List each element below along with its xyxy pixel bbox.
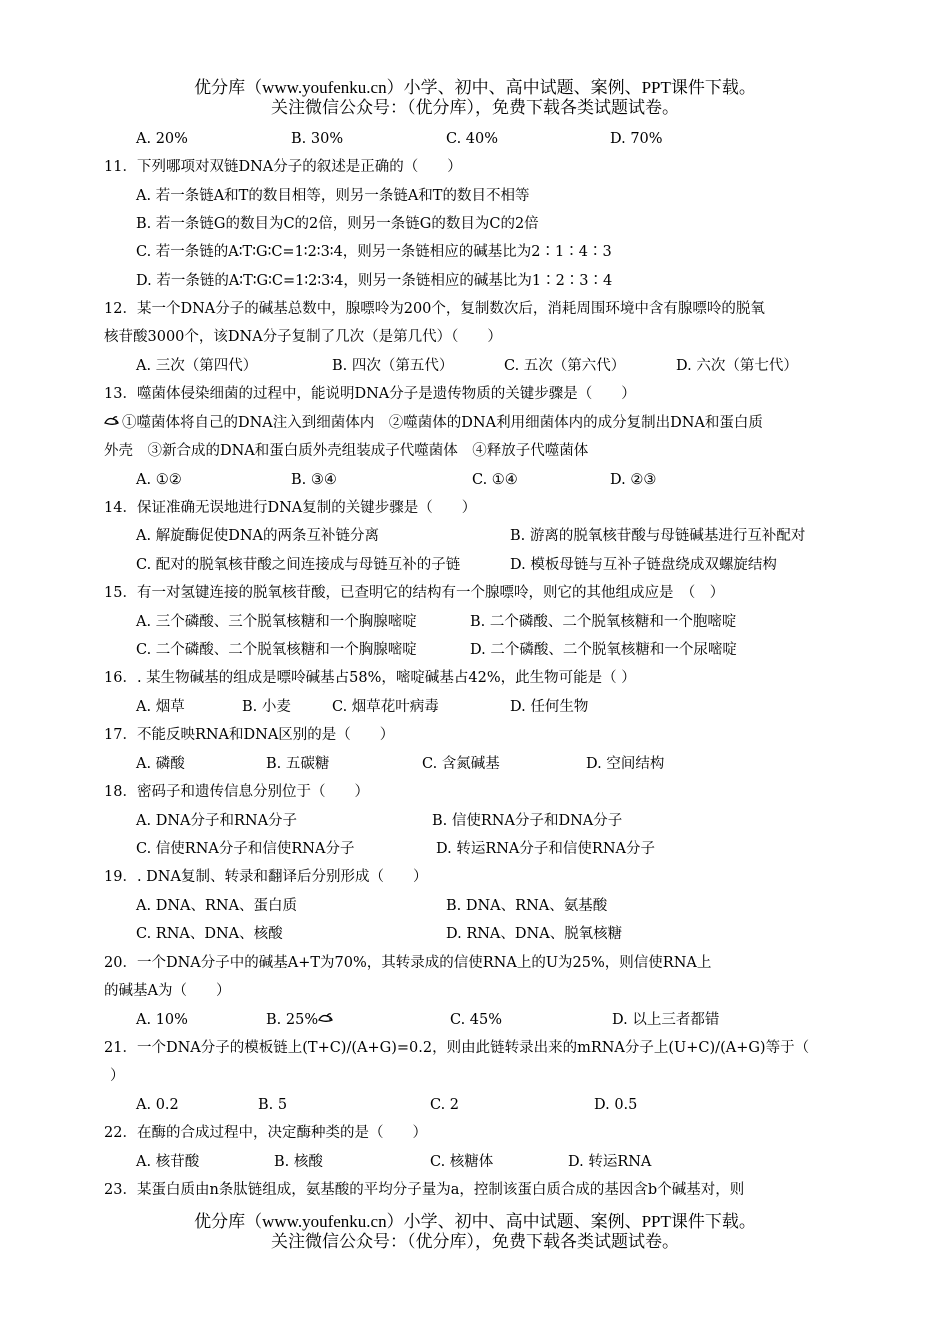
q20-option-c: C. 45% — [450, 1012, 503, 1028]
q13-option-d: D. ②③ — [610, 472, 657, 488]
q22-option-c: C. 核糖体 — [430, 1154, 494, 1170]
q22-option-d: D. 转运RNA — [568, 1154, 652, 1170]
q10-option-a: A. 20% — [136, 131, 188, 147]
q13-option-b: B. ③④ — [291, 472, 337, 488]
q17-option-a: A. 磷酸 — [136, 756, 185, 772]
q11-option-b: B. 若一条链G的数目为C的2倍，则另一条链G的数目为C的2倍 — [136, 216, 539, 232]
q13-option-a: A. ①② — [136, 472, 182, 488]
q14-stem: 14．保证准确无误地进行DNA复制的关键步骤是（ ） — [104, 500, 477, 516]
q16-option-b: B. 小麦 — [242, 699, 291, 715]
q13-body-2: 外壳 ③新合成的DNA和蛋白质外壳组装成子代噬菌体 ④释放子代噬菌体 — [104, 443, 589, 459]
q11-option-a: A. 若一条链A和T的数目相等，则另一条链A和T的数目不相等 — [136, 188, 530, 204]
q11-option-d: D. 若一条链的A∶T∶G∶C=1∶2∶3∶4，则另一条链相应的碱基比为1∶2∶3∶4 — [136, 273, 613, 289]
q12-option-c: C. 五次（第六代） — [504, 358, 626, 374]
q19-option-c: C. RNA、DNA、核酸 — [136, 926, 283, 942]
q20-option-d: D. 以上三者都错 — [612, 1012, 720, 1028]
q14-option-b: B. 游离的脱氧核苷酸与母链碱基进行互补配对 — [510, 528, 806, 544]
q21-option-c: C. 2 — [430, 1097, 460, 1113]
q12-option-b: B. 四次（第五代） — [332, 358, 454, 374]
q13-body-1 — [104, 413, 763, 433]
q13-stem: 13．噬菌体侵染细菌的过程中，能说明DNA分子是遗传物质的关键步骤是（ ） — [104, 386, 636, 402]
q18-option-c: C. 信使RNA分子和信使RNA分子 — [136, 841, 355, 857]
q21-option-a: A. 0.2 — [136, 1097, 179, 1113]
q17-stem: 17．不能反映RNA和DNA区别的是（ ） — [104, 727, 395, 743]
header-line-2: 关注微信公众号：（优分库），免费下载各类试题试卷。 — [271, 98, 679, 117]
q20-option-b-wrap — [266, 1010, 336, 1030]
q13-statements-1: ①噬菌体将自己的DNA注入到细菌体内 ②噬菌体的DNA利用细菌体内的成分复制出DNA和蛋白质 — [122, 415, 763, 431]
q18-stem: 18．密码子和遗传信息分别位于（ ） — [104, 784, 369, 800]
q16-option-a: A. 烟草 — [136, 699, 185, 715]
q14-option-a: A. 解旋酶促使DNA的两条互补链分离 — [136, 528, 379, 544]
q12-stem-2: 核苷酸3000个，该DNA分子复制了几次（是第几代）（ ） — [104, 329, 502, 345]
q11-option-c: C. 若一条链的A∶T∶G∶C=1∶2∶3∶4，则另一条链相应的碱基比为2∶1∶4∶3 — [136, 244, 612, 260]
q17-option-d: D. 空间结构 — [586, 756, 665, 772]
q14-option-d: D. 模板母链与互补子链盘绕成双螺旋结构 — [510, 557, 777, 573]
footer-line-1: 优分库（www.youfenku.cn）小学、初中、高中试题、案例、PPT课件下载。 — [194, 1212, 756, 1231]
q21-stem-2: ） — [110, 1068, 125, 1084]
header-line-1: 优分库（www.youfenku.cn）小学、初中、高中试题、案例、PPT课件下载。 — [194, 78, 756, 97]
q17-option-b: B. 五碳糖 — [266, 756, 330, 772]
q15-stem: 15．有一对氢键连接的脱氧核苷酸，已查明它的结构有一个腺嘌呤，则它的其他组成应是 （ ） — [104, 585, 725, 601]
q18-option-d: D. 转运RNA分子和信使RNA分子 — [436, 841, 655, 857]
q20-option-a: A. 10% — [136, 1012, 188, 1028]
q18-option-b: B. 信使RNA分子和DNA分子 — [432, 813, 623, 829]
q19-option-a: A. DNA、RNA、蛋白质 — [136, 898, 298, 914]
q10-option-d: D. 70% — [610, 131, 663, 147]
q22-option-b: B. 核酸 — [274, 1154, 323, 1170]
q15-option-a: A. 三个磷酸、三个脱氧核糖和一个胸腺嘧啶 — [136, 614, 417, 630]
q10-option-b: B. 30% — [291, 131, 344, 147]
q19-stem: 19．. DNA复制、转录和翻译后分别形成（ ） — [104, 869, 428, 885]
q10-option-c: C. 40% — [446, 131, 499, 147]
mouse-icon — [318, 1010, 336, 1030]
q12-stem-1: 12．某一个DNA分子的碱基总数中，腺嘌呤为200个，复制数次后，消耗周围环境中含有腺嘌呤的脱氧 — [104, 301, 765, 317]
q15-option-c: C. 二个磷酸、二个脱氧核糖和一个胸腺嘧啶 — [136, 642, 417, 658]
q15-option-d: D. 二个磷酸、二个脱氧核糖和一个尿嘧啶 — [470, 642, 737, 658]
q16-stem: 16．. 某生物碱基的组成是嘌呤碱基占58%，嘧啶碱基占42%，此生物可能是（ ） — [104, 670, 636, 686]
q21-stem-1: 21．一个DNA分子的模板链上(T+C)/(A+G)=0.2，则由此链转录出来的mRNA分子上(U+C)/(A+G)等于（ — [104, 1040, 810, 1056]
q14-option-c: C. 配对的脱氧核苷酸之间连接成与母链互补的子链 — [136, 557, 461, 573]
q20-stem-2: 的碱基A为（ ） — [104, 983, 231, 999]
q11-stem: 11．下列哪项对双链DNA分子的叙述是正确的（ ） — [104, 159, 462, 175]
q17-option-c: C. 含氮碱基 — [422, 756, 500, 772]
q12-option-d: D. 六次（第七代） — [676, 358, 798, 374]
q12-option-a: A. 三次（第四代） — [136, 358, 258, 374]
q15-option-b: B. 二个磷酸、二个脱氧核糖和一个胞嘧啶 — [470, 614, 737, 630]
q13-option-c: C. ①④ — [472, 472, 518, 488]
q21-option-d: D. 0.5 — [594, 1097, 638, 1113]
q20-option-b: B. 25% — [266, 1012, 319, 1028]
q19-option-d: D. RNA、DNA、脱氧核糖 — [446, 926, 623, 942]
q16-option-d: D. 任何生物 — [510, 699, 589, 715]
q22-option-a: A. 核苷酸 — [136, 1154, 200, 1170]
q23-stem: 23．某蛋白质由n条肽链组成，氨基酸的平均分子量为a，控制该蛋白质合成的基因含b个碱基对，则 — [104, 1182, 745, 1198]
q21-option-b: B. 5 — [258, 1097, 288, 1113]
q20-stem-1: 20．一个DNA分子中的碱基A+T为70%，其转录成的信使RNA上的U为25%，则信使RNA上 — [104, 955, 712, 971]
q18-option-a: A. DNA分子和RNA分子 — [136, 813, 298, 829]
footer-line-2: 关注微信公众号：（优分库），免费下载各类试题试卷。 — [271, 1232, 679, 1251]
q22-stem: 22．在酶的合成过程中，决定酶种类的是（ ） — [104, 1125, 427, 1141]
q16-option-c: C. 烟草花叶病毒 — [332, 699, 439, 715]
mouse-icon — [104, 413, 122, 433]
q19-option-b: B. DNA、RNA、氨基酸 — [446, 898, 608, 914]
